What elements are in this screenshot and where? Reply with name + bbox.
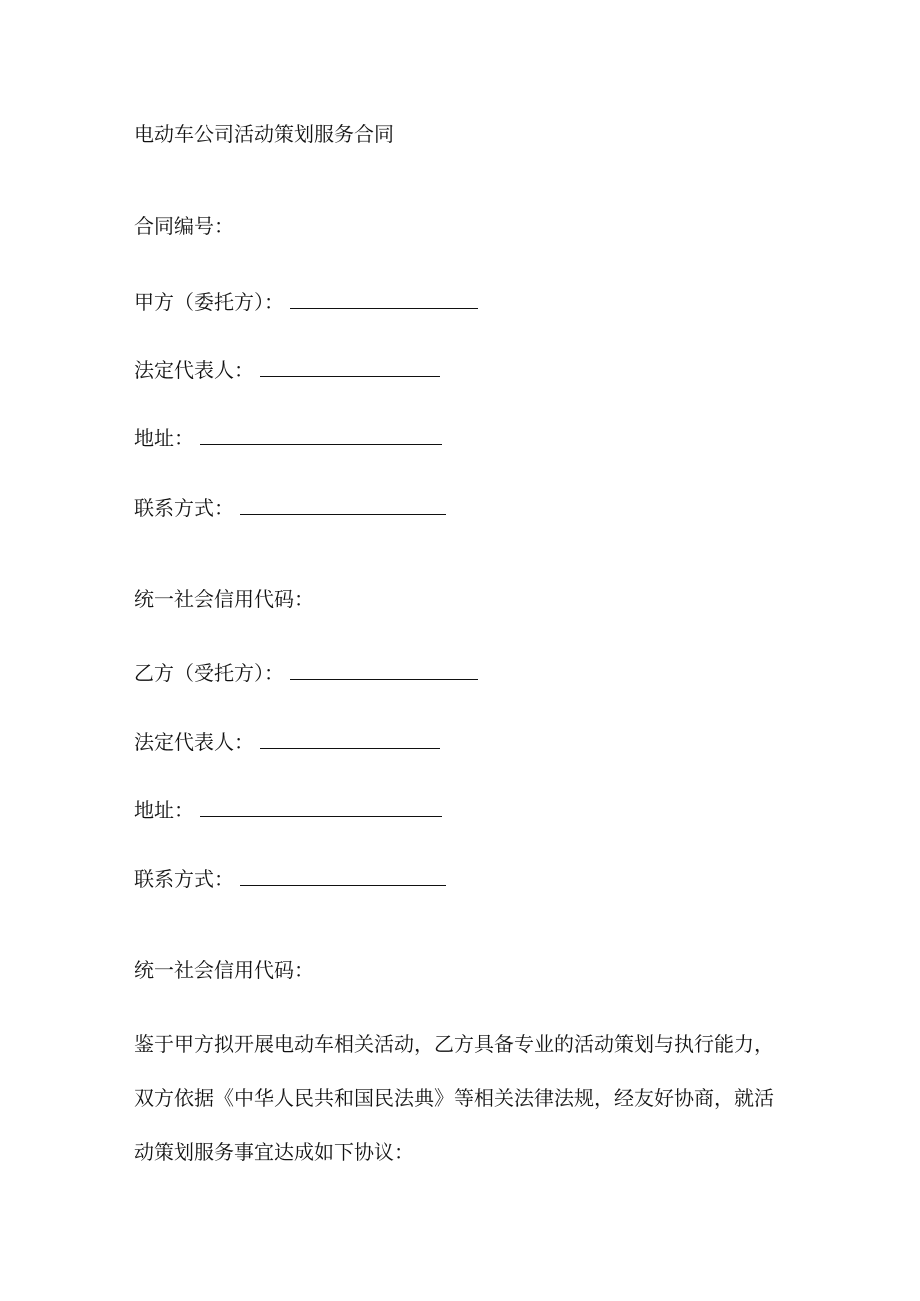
party-b-name-label: 乙方（受托方）：: [134, 661, 284, 685]
party-a-address-label: 地址：: [134, 426, 194, 450]
party-a-address-blank: [200, 424, 442, 445]
party-b-rep-row: [134, 728, 440, 756]
party-b-name-blank: [290, 659, 478, 680]
party-b-address-blank: [200, 796, 442, 817]
party-b-name-row: [134, 659, 478, 687]
party-b-contact-blank: [240, 865, 446, 886]
party-b-credit-code-label: 统一社会信用代码：: [134, 958, 314, 982]
party-a-rep-row: [134, 356, 440, 384]
party-a-name-row: [134, 288, 478, 316]
preamble-line: 双方依据《中华人民共和国民法典》等相关法律法规，经友好协商，就活: [134, 1086, 774, 1110]
preamble-line: 鉴于甲方拟开展电动车相关活动，乙方具备专业的活动策划与执行能力，: [134, 1032, 774, 1056]
party-a-name-blank: [290, 288, 478, 309]
party-b-contact-row: [134, 865, 446, 893]
preamble-line: 动策划服务事宜达成如下协议：: [134, 1140, 414, 1164]
document-title: 电动车公司活动策划服务合同: [134, 122, 394, 146]
party-a-credit-code-label: 统一社会信用代码：: [134, 587, 314, 611]
party-b-address-row: [134, 796, 442, 824]
preamble-paragraph: [134, 1030, 794, 1166]
party-b-rep-blank: [260, 728, 440, 749]
party-b-address-label: 地址：: [134, 798, 194, 822]
contract-number-label: 合同编号：: [134, 214, 234, 238]
party-a-rep-blank: [260, 356, 440, 377]
party-a-rep-label: 法定代表人：: [134, 358, 254, 382]
party-a-address-row: [134, 424, 442, 452]
party-a-contact-row: [134, 494, 446, 522]
party-a-contact-label: 联系方式：: [134, 496, 234, 520]
party-a-contact-blank: [240, 494, 446, 515]
party-b-rep-label: 法定代表人：: [134, 730, 254, 754]
party-b-contact-label: 联系方式：: [134, 867, 234, 891]
party-a-name-label: 甲方（委托方）：: [134, 290, 284, 314]
